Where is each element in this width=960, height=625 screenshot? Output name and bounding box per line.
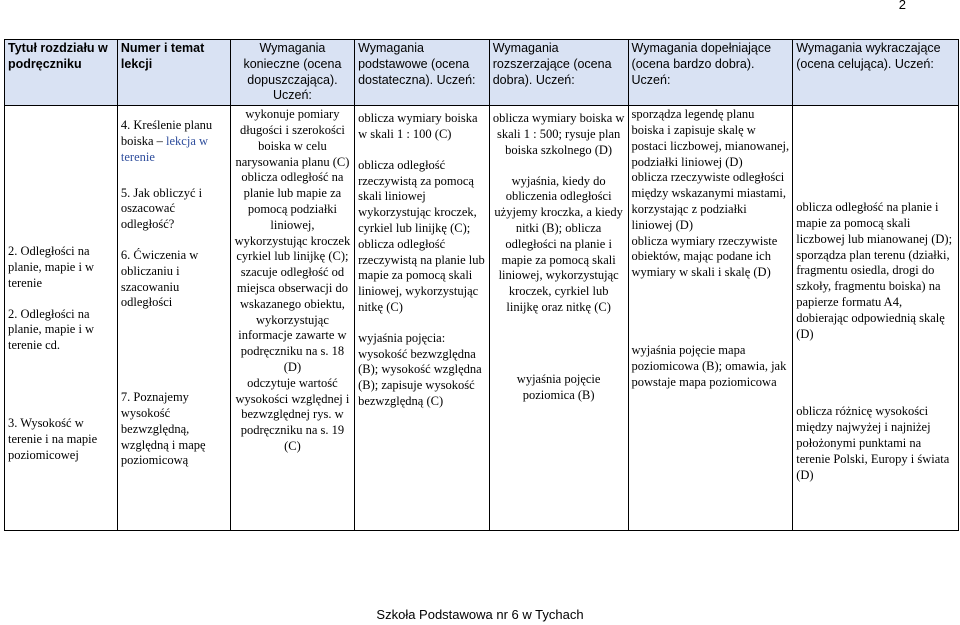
header-beyond: Wymagania wykraczające (ocena celująca). Uczeń: (793, 40, 959, 106)
header-extended: Wymagania rozszerzające (ocena dobra). Uczeń: (489, 40, 628, 106)
beyond-item-3: oblicza różnicę wysokości między najwyżej i najniżej położonymi punktami na terenie Polski, Europy i świata (D) (796, 404, 950, 482)
lesson-6: 6. Ćwiczenia w obliczaniu i szacowaniu odległości (120, 247, 199, 310)
complementary-item-3: oblicza wymiary rzeczywiste obiektów, mając podane ich wymiary w skali i skalę (D) (631, 233, 778, 280)
complementary-cell (628, 106, 793, 531)
extended-item-2: wyjaśnia, kiedy do obliczenia odległości użyjemy kroczka, a kiedy nitki (B); oblicza odległości na planie i mapie za pomocą skali liniowej, wykorzystując kroczek, cyrkiel lub linijkę oraz nitkę (C) (494, 173, 623, 314)
required-item-2: oblicza odległość na planie lub mapie za pomocą podziałki liniowej, wykorzystując kroczek cyrkiel lub linijkę (C); szacuje odległość od miejsca obserwacji do wskazanego obiektu, wykorzystując informacje zawarte w podręczniku na s. 18 (D) (234, 170, 351, 374)
header-lesson: Numer i temat lekcji (117, 40, 230, 106)
complementary-item-2: oblicza rzeczywiste odległości między wskazanymi miastami, korzystając z podziałki liniowej (D) (631, 170, 787, 232)
basic-item-1: oblicza wymiary boiska w skali 1 : 100 (C) (358, 111, 478, 141)
lesson-7: 7. Poznajemy wysokość bezwzględną, względną i mapę poziomicową (120, 390, 206, 468)
table-row (5, 106, 959, 531)
footer-school-name: Szkoła Podstawowa nr 6 w Tychach (376, 607, 584, 622)
basic-item-3: wyjaśnia pojęcia: wysokość bezwzględna (B); wysokość względna (B); zapisuje wysokość bezwzględną (C) (358, 330, 482, 408)
lesson-5: 5. Jak obliczyć i oszacować odległość? (120, 185, 203, 232)
extended-cell (489, 106, 628, 531)
basic-item-2: oblicza odległość rzeczywistą za pomocą skali liniowej wykorzystując kroczek, cyrkiel lub linijkę (C); oblicza odległość rzeczywistą na planie lub mapie za pomocą skali liniowej, wykorzystując nitkę (C) (358, 157, 485, 314)
requirements-table (4, 39, 959, 531)
beyond-item-1: oblicza odległość na planie i mapie za pomocą skali liczbowej lub mianowanej (D); (796, 200, 953, 246)
table-header-row (5, 40, 959, 106)
required-item-3: odczytuje wartość wysokości względnej i bezwzględnej rys. w podręczniku na s. 19 (C) (235, 375, 350, 453)
extended-item-1: oblicza wymiary boiska w skali 1 : 500; rysuje plan boiska szkolnego (D) (492, 111, 625, 157)
chapter-3: 3. Wysokość w terenie i na mapie poziomicowej (8, 415, 98, 462)
required-item-1: wykonuje pomiary długości i szerokości boiska w celu narysowania planu (C) (235, 107, 350, 169)
complementary-item-1: sporządza legendę planu boiska i zapisuje skalę w postaci liczbowej, mianowanej, podziałki liniowej (D) (631, 107, 790, 169)
page-number: 2 (898, 0, 906, 12)
header-complementary: Wymagania dopełniające (ocena bardzo dobra). Uczeń: (628, 40, 793, 106)
lesson-cell (117, 106, 230, 531)
required-cell (230, 106, 354, 531)
header-chapter-title: Tytuł rozdziału w podręczniku (5, 40, 118, 106)
chapter-cell (5, 106, 118, 531)
chapter-2: 2. Odległości na planie, mapie i w terenie (8, 244, 95, 290)
lesson-4: 4. Kreślenie planu boiska – lekcja w terenie (120, 118, 213, 164)
header-required: Wymagania konieczne (ocena dopuszczająca). Uczeń: (230, 40, 354, 106)
basic-cell (355, 106, 490, 531)
beyond-cell (793, 106, 959, 531)
beyond-item-2: sporządza plan terenu (działki, fragmentu osiedla, drogi do szkoły, fragmentu boiska) na papierze formatu A4, dobierając odpowiednią skalę (D) (796, 247, 950, 341)
complementary-item-4: wyjaśnia pojęcie mapa poziomicowa (B); omawia, jak powstaje mapa poziomicowa (631, 342, 787, 389)
extended-item-3: wyjaśnia pojęcie poziomica (B) (516, 371, 601, 402)
header-basic: Wymagania podstawowe (ocena dostateczna). Uczeń: (355, 40, 490, 106)
chapter-2-cd: 2. Odległości na planie, mapie i w terenie cd. (8, 306, 95, 353)
